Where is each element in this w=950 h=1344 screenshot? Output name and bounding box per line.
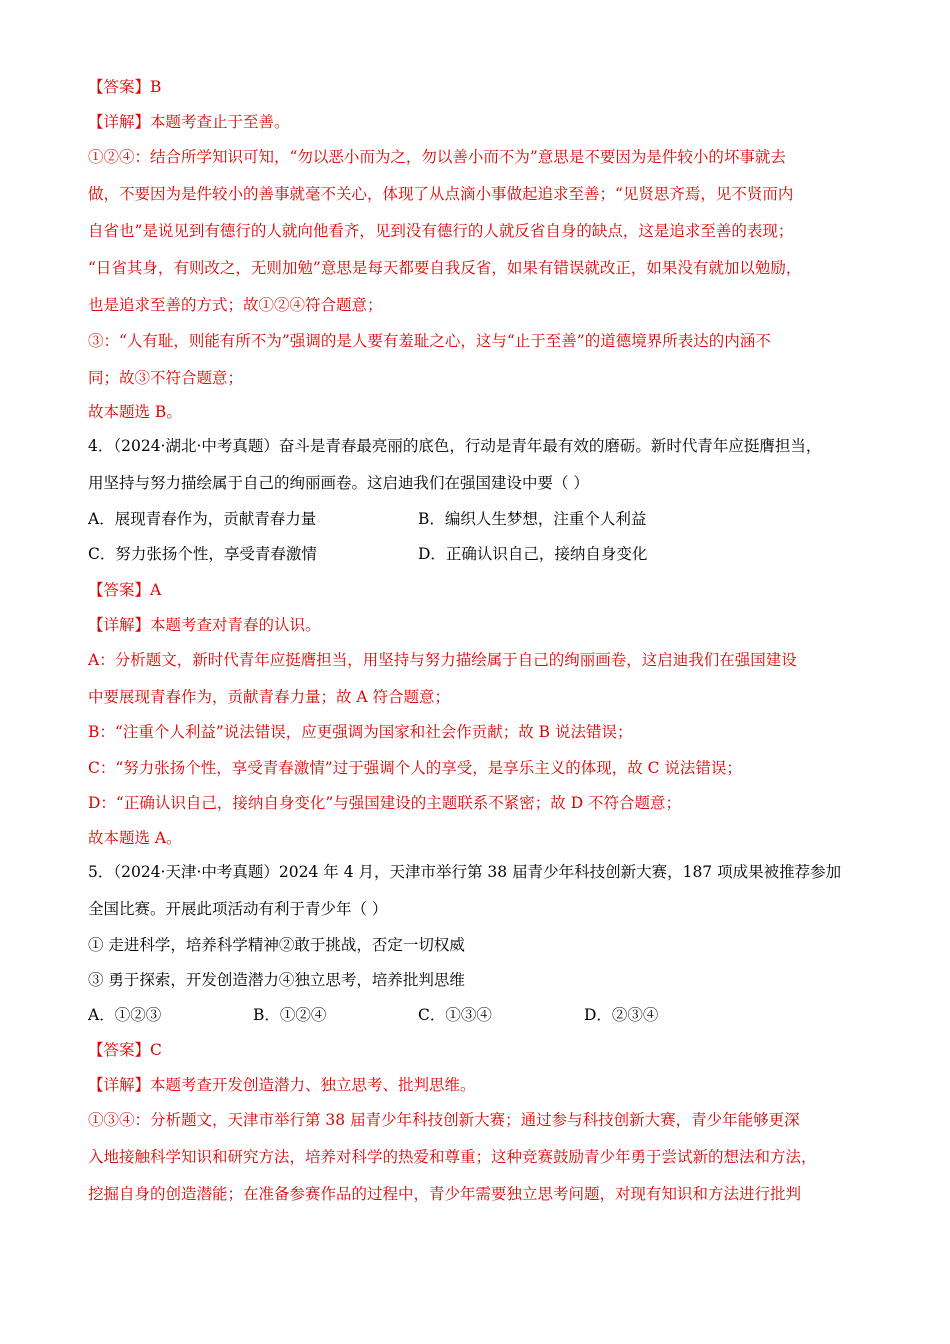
text-line: D：“正确认识自己，接纳自身变化”与强国建设的主题联系不紧密；故 D 不符合题意； xyxy=(88,794,682,812)
text-line: ①③④：分析题文，天津市举行第 38 届青少年科技创新大赛；通过参与科技创新大赛，青少年能够更深 xyxy=(88,1111,800,1129)
q5-option-a: A．①②③ xyxy=(88,1006,162,1024)
text-line: ① 走进科学，培养科学精神②敢于挑战，否定一切权威 xyxy=(88,936,465,954)
text-line: 同；故③不符合题意； xyxy=(88,369,244,387)
text-line: 【答案】A xyxy=(88,581,162,599)
text-line: 【答案】B xyxy=(88,78,162,96)
text-line: 全国比赛。开展此项活动有利于青少年（ ） xyxy=(88,900,388,918)
text-line: 【详解】本题考查开发创造潜力、独立思考、批判思维。 xyxy=(88,1076,476,1094)
text-line: ①②④：结合所学知识可知，“勿以恶小而为之，勿以善小而不为”意思是不要因为是件较小的坏事就去 xyxy=(88,148,786,166)
text-line: C：“努力张扬个性，享受青春激情”过于强调个人的享受，是享乐主义的体现，故 C 说法错误； xyxy=(88,759,742,777)
text-line: 【详解】本题考查对青春的认识。 xyxy=(88,616,321,634)
text-line: 4．（2024·湖北·中考真题）奋斗是青春最亮丽的底色，行动是青年最有效的磨砺。新时代青年应挺膺担当， xyxy=(88,437,822,455)
text-line: 故本题选 B。 xyxy=(88,403,182,421)
text-line: 【答案】C xyxy=(88,1041,162,1059)
text-line: 也是追求至善的方式；故①②④符合题意； xyxy=(88,296,383,314)
text-line: 用坚持与努力描绘属于自己的绚丽画卷。这启迪我们在强国建设中要（ ） xyxy=(88,474,589,492)
text-line: 【详解】本题考查止于至善。 xyxy=(88,113,290,131)
text-line: 做，不要因为是件较小的善事就毫不关心，体现了从点滴小事做起追求至善；“见贤思齐焉，见不贤而内 xyxy=(88,185,794,203)
text-line: 中要展现青春作为，贡献青春力量；故 A 符合题意； xyxy=(88,688,451,706)
q4-option-a: A．展现青春作为，贡献青春力量 xyxy=(88,510,317,528)
text-line: 故本题选 A。 xyxy=(88,829,182,847)
text-line: ③：“人有耻，则能有所不为”强调的是人要有羞耻之心，这与“止于至善”的道德境界所表达的内涵不 xyxy=(88,332,771,350)
text-line: 自省也”是说见到有德行的人就向他看齐，见到没有德行的人就反省自身的缺点，这是追求至善的表现； xyxy=(88,222,794,240)
q4-option-b: B．编织人生梦想，注重个人利益 xyxy=(418,510,647,528)
text-line: B：“注重个人利益”说法错误，应更强调为国家和社会作贡献；故 B 说法错误； xyxy=(88,723,633,741)
q5-option-c: C．①③④ xyxy=(418,1006,492,1024)
text-line: ③ 勇于探索，开发创造潜力④独立思考，培养批判思维 xyxy=(88,971,465,989)
q5-option-b: B．①②④ xyxy=(253,1006,327,1024)
q5-option-d: D．②③④ xyxy=(584,1006,659,1024)
text-line: 入地接触科学知识和研究方法，培养对科学的热爱和尊重；这种竞赛鼓励青少年勇于尝试新的想法和方法， xyxy=(88,1148,817,1166)
text-line: A：分析题文，新时代青年应挺膺担当，用坚持与努力描绘属于自己的绚丽画卷，这启迪我们在强国建设 xyxy=(88,651,797,669)
q4-option-d: D．正确认识自己，接纳自身变化 xyxy=(418,545,648,563)
q4-option-c: C．努力张扬个性，享受青春激情 xyxy=(88,545,317,563)
text-line: 5．（2024·天津·中考真题）2024 年 4 月，天津市举行第 38 届青少年科技创新大赛，187 项成果被推荐参加 xyxy=(88,863,842,881)
text-line: 挖掘自身的创造潜能；在准备参赛作品的过程中，青少年需要独立思考问题，对现有知识和方法进行批判 xyxy=(88,1185,802,1203)
text-line: “日省其身，有则改之，无则加勉”意思是每天都要自我反省，如果有错误就改正，如果没有就加以勉励， xyxy=(88,259,802,277)
